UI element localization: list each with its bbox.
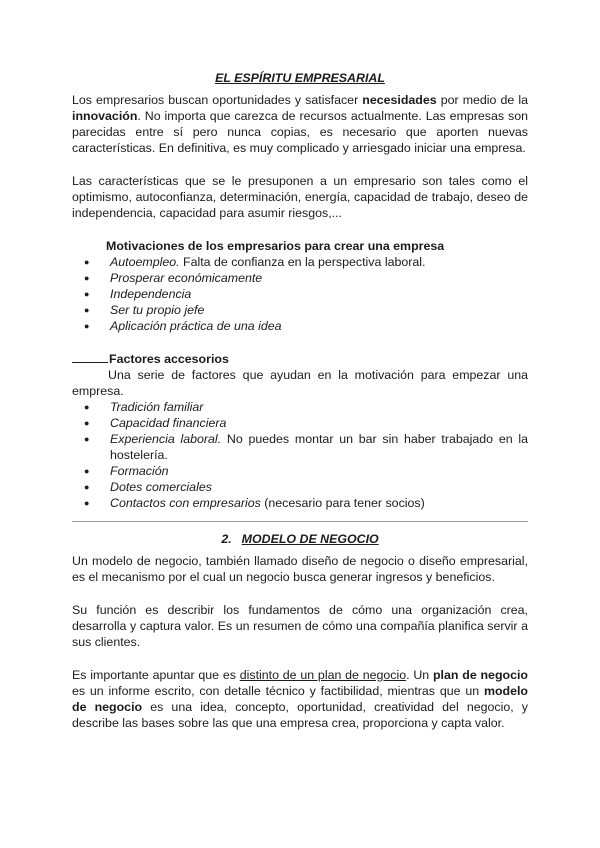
bold-term: plan de negocio: [432, 668, 528, 682]
list-item: [72, 479, 528, 495]
item-italic: Contactos con empresarios: [110, 496, 261, 510]
item-italic: Prosperar económicamente: [110, 271, 263, 285]
section-number: 2.: [221, 532, 232, 546]
motivations-heading: Motivaciones de los empresarios para crear una empresa: [106, 239, 445, 253]
item-text: Falta de confianza en la perspectiva laboral.: [179, 255, 426, 269]
factors-heading: [72, 351, 528, 367]
document-page: [72, 70, 528, 731]
list-item: [72, 399, 528, 415]
item-italic: Aplicación práctica de una idea: [110, 319, 282, 333]
item-italic: Experiencia laboral.: [110, 432, 222, 446]
text-run: Los empresarios buscan oportunidades y satisfacer: [72, 93, 363, 107]
item-italic: Formación: [110, 464, 169, 478]
list-item: [72, 431, 528, 463]
bold-term: modelo de negocio: [72, 684, 528, 714]
list-item: [72, 286, 528, 302]
section-title-text: MODELO DE NEGOCIO: [241, 532, 379, 546]
item-italic: Dotes comerciales: [110, 480, 212, 494]
factors-description: Una serie de factores que ayudan en la motivación para empezar una empresa.: [72, 368, 528, 398]
text-run: por medio de la: [436, 93, 529, 107]
bold-term: innovación: [72, 109, 138, 123]
underlined-term: distinto de un plan de negocio: [239, 668, 407, 682]
section-2-paragraph-3: [72, 667, 528, 731]
list-item: [72, 318, 528, 334]
item-italic: Autoempleo.: [110, 255, 180, 269]
item-text: (necesario para tener socios): [260, 496, 425, 510]
item-italic: Tradición familiar: [110, 400, 204, 414]
section-divider: [72, 521, 528, 522]
text-run: . Un: [406, 668, 433, 682]
list-item: [72, 302, 528, 318]
list-item: [72, 495, 528, 511]
text-run: es un informe escrito, con detalle técnico y factibilidad, mientras que un: [72, 684, 484, 698]
factors-heading-text: Factores accesorios: [109, 352, 229, 366]
motivations-list: [72, 254, 528, 334]
item-italic: Independencia: [110, 287, 192, 301]
section-2-paragraph-1: Un modelo de negocio, también llamado diseño de negocio o diseño empresarial, es el mecanismo por el cual un negocio busca generar ingresos y beneficios.: [72, 554, 528, 584]
list-item: [72, 254, 528, 270]
section-2-title: [72, 531, 528, 547]
text-run: es una idea, concepto, oportunidad, creatividad del negocio, y describe las bases sobre las que una empresa crea, proporciona y capta valor.: [72, 700, 528, 730]
text-run: . No importa que carezca de recursos actualmente. Las empresas son parecidas entre sí pero nunca copias, es necesario que aporten nuevas características. En definitiva, es muy complicado y arriesgado iniciar una empresa.: [72, 109, 528, 155]
underline-blank: [72, 362, 108, 363]
list-item: [72, 270, 528, 286]
section-2-paragraph-2: Su función es describir los fundamentos de cómo una organización crea, desarrolla y captura valor. Es un resumen de cómo una compañía planifica servir a sus clientes.: [72, 603, 528, 649]
intro-paragraph-2: Las características que se le presuponen a un empresario son tales como el optimismo, autoconfianza, determinación, energía, capacidad de trabajo, deseo de independencia, capacidad para asumir riesgos,...: [72, 174, 528, 220]
intro-paragraph-1: [72, 92, 528, 156]
factors-list: [72, 399, 528, 511]
page-title: EL ESPÍRITU EMPRESARIAL: [215, 71, 385, 85]
item-italic: Capacidad financiera: [110, 416, 227, 430]
text-run: Es importante apuntar que es: [72, 668, 240, 682]
list-item: [72, 415, 528, 431]
list-item: [72, 463, 528, 479]
item-text: No puedes montar un bar sin haber trabajado en la hostelería.: [110, 432, 529, 462]
item-italic: Ser tu propio jefe: [110, 303, 205, 317]
bold-term: necesidades: [362, 93, 437, 107]
